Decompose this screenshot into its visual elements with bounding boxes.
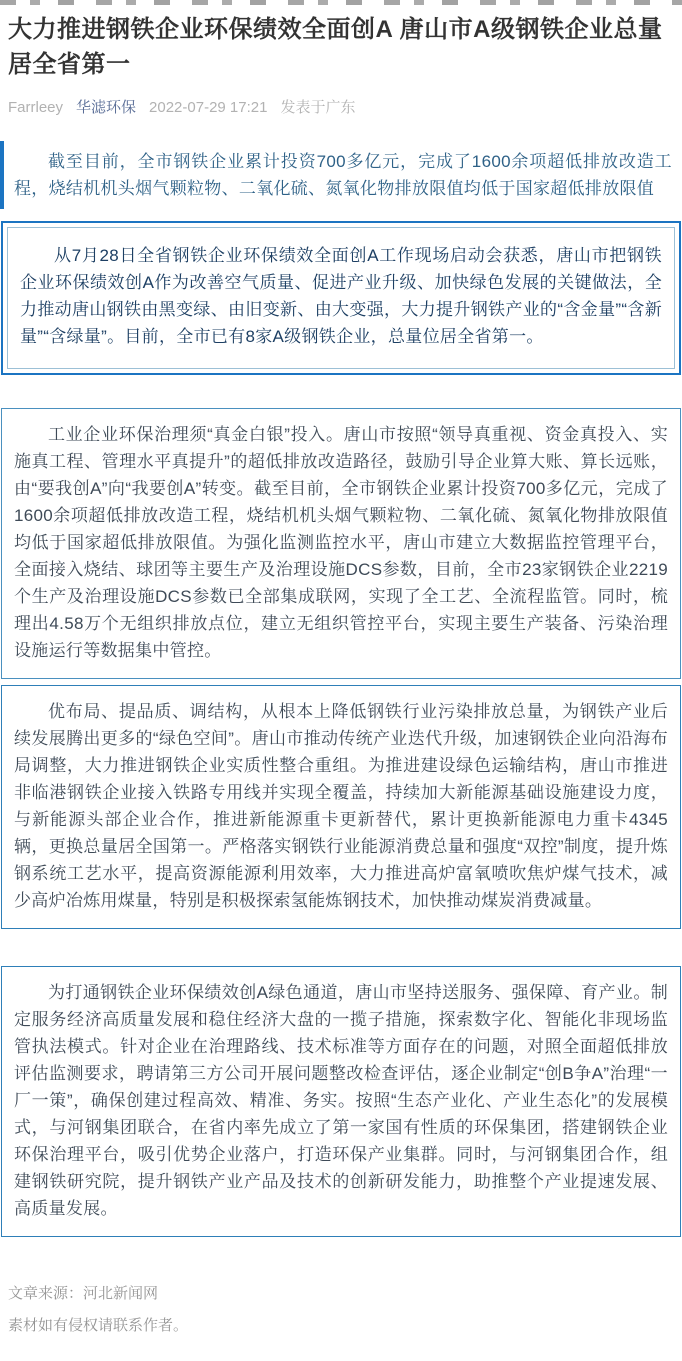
- paragraph-box-services: [1, 966, 681, 1237]
- highlight-text: 从7月28日全省钢铁企业环保绩效全面创A工作现场启动会获悉，唐山市把钢铁企业环保绩效创A作为改善空气质量、促进产业升级、加快绿色发展的关键做法，全力推动唐山钢铁由黑变绿、由旧变新、由大变强，大力提升钢铁产业的“含金量”“含新量”“含绿量”。目前，全市已有8家A级钢铁企业，总量位居全省第一。: [20, 246, 662, 346]
- paragraph-text: 为打通钢铁企业环保绩效创A绿色通道，唐山市坚持送服务、强保障、育产业。制定服务经济高质量发展和稳住经济大盘的一揽子措施，探索数字化、智能化非现场监管执法模式。针对企业在治理路线、技术标准等方面存在的问题，对照全面超低排放评估监测要求，聘请第三方公司开展问题整改检查评估，逐企业制定“创B争A”治理“一厂一策”，确保创建过程高效、精准、务实。按照“生态产业化、产业生态化”的发展模式，与河钢集团联合，在省内率先成立了第一家国有性质的环保集团，搭建钢铁企业环保治理平台，吸引优势企业落户，打造环保产业集群。同时，与河钢集团合作，组建钢铁研究院，提升钢铁产业产品及技术的创新研发能力，助推整个产业提速发展、高质量发展。: [14, 983, 668, 1218]
- article-title: 大力推进钢铁企业环保绩效全面创A 唐山市A级钢铁企业总量居全省第一: [8, 16, 663, 78]
- cropped-text-artifact: [0, 0, 682, 5]
- highlight-box: [1, 221, 681, 375]
- publish-datetime: 2022-07-29 17:21: [149, 99, 268, 116]
- paragraph-text: 优布局、提品质、调结构，从根本上降低钢铁行业污染排放总量，为钢铁产业后续发展腾出更多的“绿色空间”。唐山市推动传统产业迭代升级，加速钢铁企业向沿海布局调整，大力推进钢铁企业实质性整合重组。为推进建设绿色运输结构，唐山市推进非临港钢铁企业接入铁路专用线并实现全覆盖，持续加大新能源基础设施建设力度，与新能源头部企业合作，推进新能源重卡更新替代，累计更换新能源电力重卡4345辆，更换总量居全国第一。严格落实钢铁行业能源消费总量和强度“双控”制度，提升炼钢系统工艺水平，提高资源能源利用效率，大力推进高炉富氧喷吹焦炉煤气技术，减少高炉冶炼用煤量，特别是积极探索氢能炼钢技术，加快推动煤炭消费减量。: [14, 702, 668, 910]
- article-footer: [8, 1283, 674, 1361]
- byline: [8, 97, 674, 118]
- lead-quote-block: [0, 141, 682, 209]
- paragraph-box-investment: [1, 408, 681, 679]
- account-link[interactable]: 华滤环保: [76, 99, 137, 116]
- paragraph-box-restructuring: [1, 685, 681, 929]
- highlight-box-inner: [7, 227, 675, 369]
- paragraph-text: 工业企业环保治理须“真金白银”投入。唐山市按照“领导真重视、资金真投入、实施真工程、管理水平真提升”的超低排放改造路径，鼓励引导企业算大账、算长远账，由“要我创A”向“我要创A”转变。截至目前，全市钢铁企业累计投资700多亿元，完成了1600余项超低排放改造工程，烧结机机头烟气颗粒物、二氧化硫、氮氧化物排放限值均低于国家超低排放限值。为强化监测监控水平，唐山市建立大数据监控管理平台，全面接入烧结、球团等主要生产及治理设施DCS参数，目前，全市23家钢铁企业2219个生产及治理设施DCS参数已全部集成联网，实现了全工艺、全流程监管。同时，梳理出4.58万个无组织排放点位，建立无组织管控平台，实现主要生产装备、污染治理设施运行等数据集中管控。: [14, 425, 668, 660]
- author-name: Farrleey: [8, 99, 64, 116]
- source-note: 文章来源：河北新闻网: [8, 1285, 159, 1302]
- publish-location: 发表于广东: [280, 99, 356, 116]
- lead-text: 截至目前，全市钢铁企业累计投资700多亿元，完成了1600余项超低排放改造工程，烧结机机头烟气颗粒物、二氧化硫、氮氧化物排放限值均低于国家超低排放限值: [14, 152, 672, 198]
- disclaimer-note: 素材如有侵权请联系作者。: [8, 1317, 189, 1334]
